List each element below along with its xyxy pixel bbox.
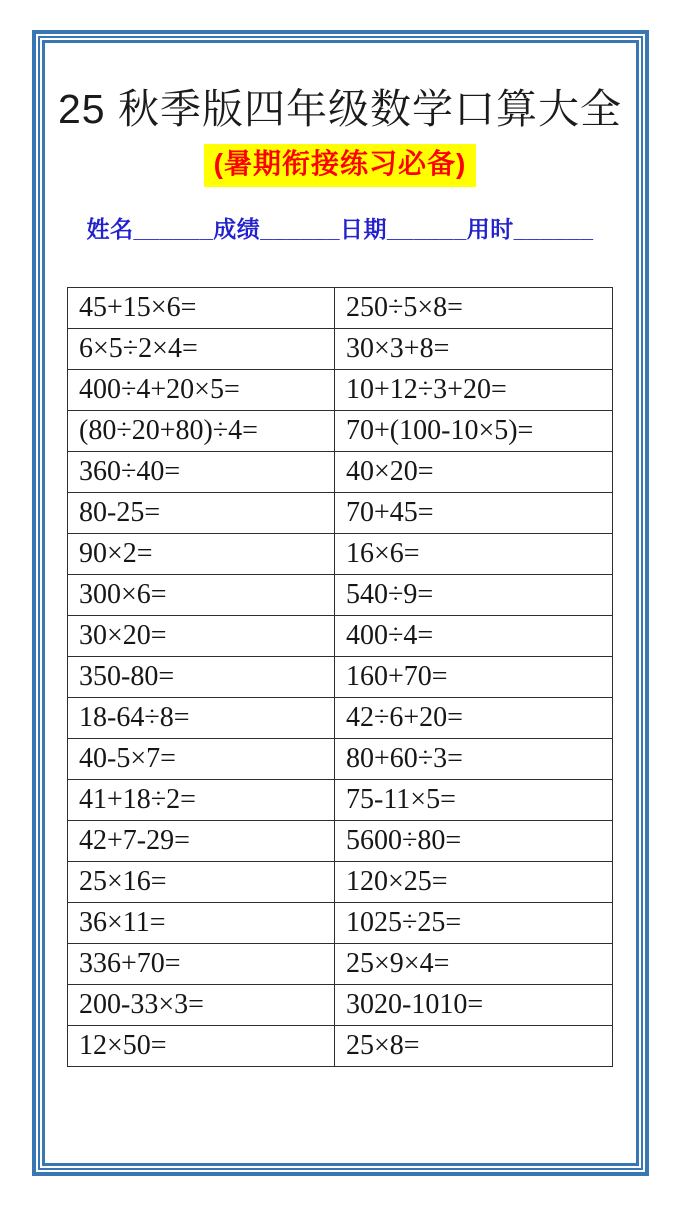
problem-cell: 120×25= <box>335 862 613 903</box>
problem-cell: 540÷9= <box>335 575 613 616</box>
problem-cell: 25×16= <box>68 862 335 903</box>
problem-cell: 75-11×5= <box>335 780 613 821</box>
problem-cell: 25×8= <box>335 1026 613 1067</box>
problem-cell: 300×6= <box>68 575 335 616</box>
problem-cell: 18-64÷8= <box>68 698 335 739</box>
problem-row <box>68 411 613 452</box>
problem-row <box>68 698 613 739</box>
problem-cell: 45+15×6= <box>68 288 335 329</box>
problem-cell: 12×50= <box>68 1026 335 1067</box>
problem-row <box>68 657 613 698</box>
problem-cell: 90×2= <box>68 534 335 575</box>
problem-cell: 40×20= <box>335 452 613 493</box>
problem-row <box>68 944 613 985</box>
problem-row <box>68 452 613 493</box>
problem-row <box>68 985 613 1026</box>
problem-row <box>68 493 613 534</box>
problem-cell: 160+70= <box>335 657 613 698</box>
subtitle-row <box>0 144 680 187</box>
problem-row <box>68 288 613 329</box>
problems-table <box>67 287 613 1067</box>
problem-cell: 30×20= <box>68 616 335 657</box>
problem-cell: 16×6= <box>335 534 613 575</box>
problem-cell: 5600÷80= <box>335 821 613 862</box>
problem-cell: 400÷4= <box>335 616 613 657</box>
problem-row <box>68 534 613 575</box>
problem-row <box>68 739 613 780</box>
problem-cell: 250÷5×8= <box>335 288 613 329</box>
subtitle-highlight-badge: (暑期衔接练习必备) <box>204 144 477 187</box>
problem-row <box>68 1026 613 1067</box>
problem-row <box>68 780 613 821</box>
problem-cell: 30×3+8= <box>335 329 613 370</box>
problem-cell: 70+45= <box>335 493 613 534</box>
problem-cell: 336+70= <box>68 944 335 985</box>
problem-cell: 1025÷25= <box>335 903 613 944</box>
page-title: 25 秋季版四年级数学口算大全 <box>58 86 622 132</box>
problem-cell: 80-25= <box>68 493 335 534</box>
problems-table-body <box>68 288 613 1067</box>
problem-cell: 41+18÷2= <box>68 780 335 821</box>
problem-cell: 3020-1010= <box>335 985 613 1026</box>
problem-cell: 42÷6+20= <box>335 698 613 739</box>
problem-row <box>68 616 613 657</box>
problem-cell: 36×11= <box>68 903 335 944</box>
problem-cell: 10+12÷3+20= <box>335 370 613 411</box>
problem-cell: 350-80= <box>68 657 335 698</box>
problem-row <box>68 862 613 903</box>
problem-row <box>68 575 613 616</box>
problem-cell: (80÷20+80)÷4= <box>68 411 335 452</box>
problem-cell: 42+7-29= <box>68 821 335 862</box>
problem-cell: 40-5×7= <box>68 739 335 780</box>
problem-cell: 80+60÷3= <box>335 739 613 780</box>
problem-cell: 400÷4+20×5= <box>68 370 335 411</box>
problem-row <box>68 329 613 370</box>
problem-row <box>68 903 613 944</box>
problem-cell: 25×9×4= <box>335 944 613 985</box>
name-score-date-time-line: 姓名______成绩______日期______用时______ <box>86 216 594 242</box>
problem-row <box>68 821 613 862</box>
problem-cell: 200-33×3= <box>68 985 335 1026</box>
problem-row <box>68 370 613 411</box>
problem-cell: 360÷40= <box>68 452 335 493</box>
problem-cell: 6×5÷2×4= <box>68 329 335 370</box>
problem-cell: 70+(100-10×5)= <box>335 411 613 452</box>
